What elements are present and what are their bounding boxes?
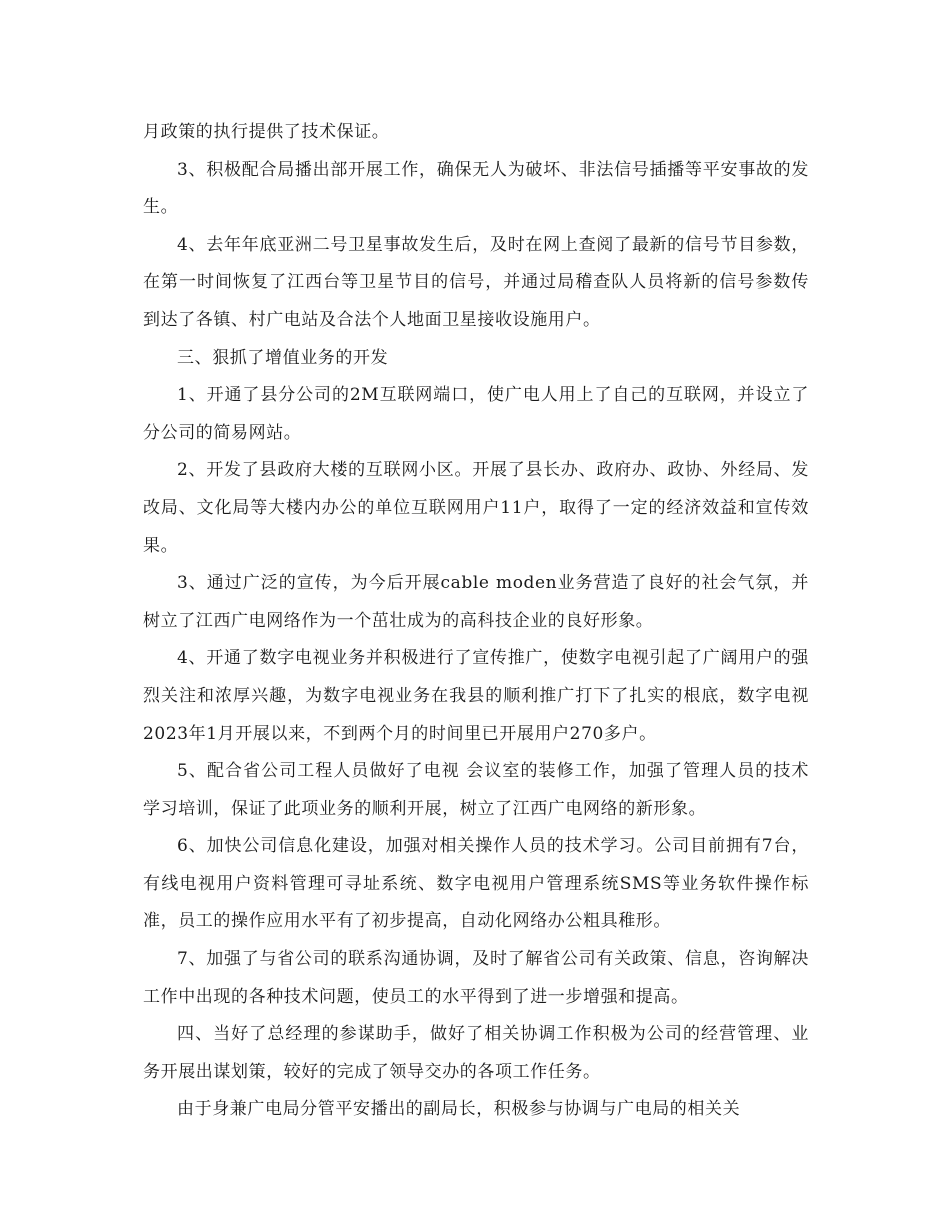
- paragraph-8: 4、开通了数字电视业务并积极进行了宣传推广，使数字电视引起了广阔用户的强烈关注和浓厚兴趣，为数字电视业务在我县的顺利推广打下了扎实的根底，数字电视2023年1月开展以来，不到两个月的时间里已开展用户270多户。: [143, 648, 809, 744]
- paragraph-7: 3、通过广泛的宣传，为今后开展cable moden业务营造了良好的社会气氛，并树立了江西广电网络作为一个茁壮成为的高科技企业的良好形象。: [143, 573, 809, 631]
- paragraph-13: 由于身兼广电局分管平安播出的副局长，积极参与协调与广电局的相关关: [177, 1099, 741, 1120]
- paragraph-3: 4、去年年底亚洲二号卫星事故发生后，及时在网上查阅了最新的信号节目参数，在第一时间恢复了江西台等卫星节目的信号，并通过局稽查队人员将新的信号参数传到达了各镇、村广电站及合法个人地面卫星接收设施用户。: [143, 234, 809, 330]
- paragraph-6: 2、开发了县政府大楼的互联网小区。开展了县长办、政府办、政协、外经局、发改局、文化局等大楼内办公的单位互联网用户11户，取得了一定的经济效益和宣传效果。: [143, 460, 809, 556]
- paragraph-1: 月政策的执行提供了技术保证。: [143, 122, 390, 142]
- paragraph-2: 3、积极配合局播出部开展工作，确保无人为破坏、非法信号插播等平安事故的发生。: [143, 159, 809, 218]
- paragraph-10: 6、加快公司信息化建设，加强对相关操作人员的技术学习。公司目前拥有7台，有线电视用户资料管理可寻址系统、数字电视用户管理系统SMS等业务软件操作标准，员工的操作应用水平有了初步提高，自动化网络办公粗具稚形。: [143, 836, 809, 932]
- paragraph-5: 1、开通了县分公司的2M互联网端口，使广电人用上了自己的互联网，并设立了分公司的简易网站。: [143, 385, 809, 443]
- paragraph-11: 7、加强了与省公司的联系沟通协调，及时了解省公司有关政策、信息，咨询解决工作中出现的各种技术问题，使员工的水平得到了进一步增强和提高。: [143, 949, 809, 1007]
- document-page: [143, 114, 809, 1129]
- section-heading-3: 三、狠抓了增值业务的开发: [177, 347, 389, 368]
- section-heading-4: 四、当好了总经理的参谋助手，做好了相关协调工作积极为公司的经营管理、业务开展出谋划策，较好的完成了领导交办的各项工作任务。: [143, 1024, 809, 1082]
- paragraph-9: 5、配合省公司工程人员做好了电视 会议室的装修工作，加强了管理人员的技术学习培训，保证了此项业务的顺利开展，树立了江西广电网络的新形象。: [143, 761, 809, 819]
